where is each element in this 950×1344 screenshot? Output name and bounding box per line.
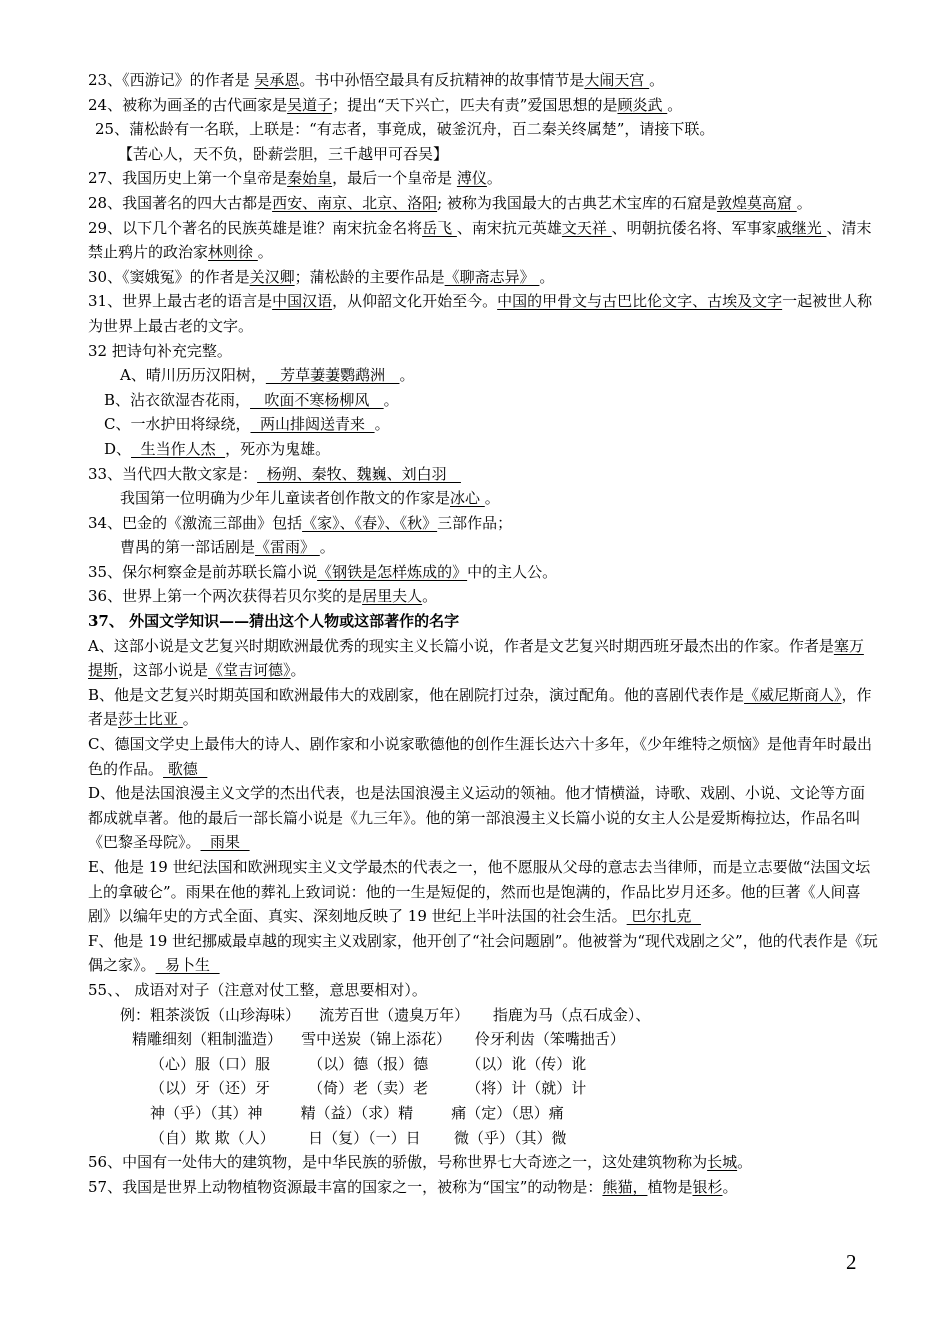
text-segment: 。 bbox=[290, 661, 306, 680]
text-segment: ，作者是 bbox=[88, 685, 872, 729]
text-line-q55d bbox=[88, 1076, 878, 1101]
text-segment: 神（乎）（其）神 精（益）（求）精 痛（定）（思）痛 bbox=[150, 1103, 564, 1122]
answer-blank: 《聊斋志异》 bbox=[444, 267, 540, 286]
text-segment: 55、、 成语对对子（注意对仗工整，意思要相对）。 bbox=[88, 980, 427, 999]
text-segment: ，最后一个皇帝是 bbox=[332, 169, 457, 188]
text-segment: （自）欺 欺（人） 日（复）（一）日 微（乎）（其）微 bbox=[150, 1128, 567, 1147]
text-line-q34a bbox=[88, 535, 878, 560]
text-segment: （心）服（口）服 （以）德（报）德 （以）讹（传）讹 bbox=[150, 1054, 587, 1073]
text-segment: 28、我国著名的四大古都是 bbox=[88, 193, 273, 212]
text-segment: 一起被世人称为世界上最古老的文字。 bbox=[88, 292, 873, 335]
answer-blank: 中国汉语 bbox=[272, 292, 333, 311]
text-line-q55b bbox=[88, 1027, 878, 1052]
answer-blank: 居里夫人 bbox=[362, 587, 423, 606]
text-line-q25 bbox=[88, 117, 878, 142]
text-line-q37 bbox=[88, 609, 878, 634]
text-segment: A、晴川历历汉阳树， bbox=[120, 366, 266, 385]
text-line-q30 bbox=[88, 265, 878, 290]
text-line-q37a bbox=[88, 634, 878, 683]
text-line-q55f bbox=[88, 1126, 878, 1151]
text-segment: 32 把诗句补充完整。 bbox=[88, 341, 232, 360]
text-segment: 29、以下几个著名的民族英雄是谁？南宋抗金名将 bbox=[88, 218, 423, 237]
text-segment: 、南宋抗元英雄 bbox=[456, 218, 562, 237]
text-segment: 。 bbox=[649, 71, 665, 89]
text-line-q25a bbox=[88, 142, 878, 167]
text-segment: 精雕细刻（粗制滥造） 雪中送炭（锦上添花） 伶牙利齿（笨嘴拙舌） bbox=[132, 1030, 625, 1049]
text-segment: 33、当代四大散文家是： bbox=[88, 464, 258, 483]
text-segment: 25、蒲松龄有一名联，上联是：“有志者，事竟成，破釜沉舟，百二秦关终属楚”，请接下联。 bbox=[95, 120, 715, 139]
text-segment: 57、我国是世界上动物植物资源最丰富的国家之一，被称为“国宝”的动物是： bbox=[88, 1177, 603, 1196]
text-segment: 。 bbox=[486, 169, 502, 188]
text-segment: 植物是 bbox=[647, 1177, 693, 1196]
text-segment: 。 bbox=[257, 243, 273, 262]
text-line-q37e bbox=[88, 855, 878, 929]
text-segment: ；提出“天下兴亡，匹夫有责”爱国思想的是 bbox=[332, 95, 618, 114]
text-segment: ，从仰韶文化开始至今。 bbox=[332, 292, 498, 311]
text-segment: 我国第一位明确为少年儿童读者创作散文的作家是 bbox=[120, 489, 451, 508]
text-line-q57 bbox=[88, 1175, 878, 1200]
answer-blank: 《钢铁是怎样炼成的》 bbox=[317, 562, 468, 581]
text-segment: 。 bbox=[737, 1153, 753, 1172]
text-segment: D、 bbox=[104, 439, 132, 458]
text-segment: 。 bbox=[374, 415, 390, 434]
answer-blank: 大闹天宫 bbox=[584, 71, 650, 89]
text-segment: F、他是 19 世纪挪威最卓越的现实主义戏剧家，他开创了“社会问题剧”。他被誉为“现代戏剧之父”，他的代表作是《玩偶之家》。 bbox=[88, 931, 878, 975]
answer-blank: 《家》、《春》、《秋》 bbox=[302, 513, 438, 532]
answer-blank: 杨朔、秦牧、魏巍、刘白羽 bbox=[257, 464, 461, 483]
text-segment: B、沾衣欲湿杏花雨， bbox=[104, 390, 251, 409]
answer-blank: 岳飞 bbox=[422, 218, 457, 237]
answer-blank: 冰心 bbox=[450, 489, 485, 508]
text-segment: 。 bbox=[484, 489, 500, 508]
text-line-q32b bbox=[88, 388, 878, 413]
answer-blank: 关汉卿 bbox=[249, 267, 295, 286]
answer-blank: 《堂吉诃德》 bbox=[208, 661, 291, 680]
text-line-q55a bbox=[88, 1003, 878, 1028]
answer-blank: 顾炎武 bbox=[617, 95, 668, 114]
answer-blank: 巴尔扎克 bbox=[626, 907, 701, 926]
text-segment: 36、世界上第一个两次获得若贝尔奖的是 bbox=[88, 587, 363, 606]
text-segment: 31、世界上最古老的语言是 bbox=[88, 292, 273, 311]
text-segment: 曹禺的第一部话剧是 bbox=[120, 538, 256, 557]
text-segment: 30、《窦娥冤》的作者是 bbox=[88, 267, 250, 286]
text-segment: C、德国文学史上最伟大的诗人、剧作家和小说家歌德他的创作生涯长达六十多年，《少年维特之烦恼》是他青年时最出色的作品。 bbox=[88, 735, 872, 778]
answer-blank: 秦始皇 bbox=[287, 169, 333, 188]
text-segment: 例：粗茶淡饭（山珍海味） 流芳百世（遗臭万年） 指鹿为马（点石成金）、 bbox=[120, 1005, 651, 1024]
text-line-q24 bbox=[88, 93, 878, 118]
text-segment: ，死亦为鬼雄。 bbox=[225, 439, 331, 458]
text-line-q32a bbox=[88, 363, 878, 388]
answer-blank: 长城 bbox=[707, 1153, 738, 1172]
text-segment: B、他是文艺复兴时期英国和欧洲最伟大的戏剧家，他在剧院打过杂，演过配角。他的喜剧代表作是 bbox=[88, 685, 745, 704]
text-line-q33a bbox=[88, 486, 878, 511]
text-segment: 。 bbox=[667, 95, 683, 114]
text-segment: 。 bbox=[539, 267, 555, 286]
text-line-q37f bbox=[88, 929, 878, 978]
answer-blank: 敦煌莫高窟 bbox=[716, 193, 797, 212]
text-segment: 35、保尔柯察金是前苏联长篇小说 bbox=[88, 562, 318, 581]
text-line-q37d bbox=[88, 781, 878, 855]
text-segment: A、这部小说是文艺复兴时期欧洲最优秀的现实主义长篇小说，作者是文艺复兴时期西班牙最杰出的作家。作者是 bbox=[88, 636, 834, 655]
text-segment: 27、我国历史上第一个皇帝是 bbox=[88, 169, 288, 188]
text-line-q56 bbox=[88, 1150, 878, 1175]
text-segment: 。 bbox=[722, 1177, 738, 1196]
text-segment: 中的主人公。 bbox=[467, 562, 558, 581]
answer-blank: 歌德 bbox=[163, 759, 208, 778]
text-segment: 。 bbox=[796, 193, 812, 212]
text-segment: （以）牙（还）牙 （倚）老（卖）老 （将）计（就）计 bbox=[150, 1079, 587, 1098]
answer-blank: 银杉 bbox=[692, 1177, 723, 1196]
text-segment: 、清末禁止鸦片的政治家 bbox=[88, 218, 872, 262]
answer-blank: 塞万提斯 bbox=[88, 636, 864, 680]
text-line-q35 bbox=[88, 560, 878, 585]
text-segment: 56、中国有一处伟大的建筑物，是中华民族的骄傲，号称世界七大奇迹之一，这处建筑物称为 bbox=[88, 1153, 708, 1172]
answer-blank: 西安、南京、北京、洛阳 bbox=[272, 193, 438, 212]
text-segment: 24、被称为画圣的古代画家是 bbox=[88, 95, 288, 114]
answer-blank: 芳草萋萋鹦鹉洲 bbox=[265, 366, 400, 385]
text-segment: 34、巴金的《激流三部曲》包括 bbox=[88, 513, 303, 532]
text-segment: 。 bbox=[383, 390, 399, 409]
text-segment: ，这部小说是 bbox=[118, 661, 209, 680]
text-segment: 三部作品； bbox=[437, 513, 513, 532]
text-segment: 。 bbox=[422, 587, 438, 606]
text-line-q27 bbox=[88, 166, 878, 191]
answer-blank: 易卜生 bbox=[155, 956, 220, 975]
text-line-q37b bbox=[88, 683, 878, 732]
answer-blank: 林则徐 bbox=[208, 243, 258, 262]
text-line-q37c bbox=[88, 732, 878, 781]
text-line-q55c bbox=[88, 1052, 878, 1077]
answer-blank: 溥仪 bbox=[456, 169, 487, 188]
answer-blank: 莎士比亚 bbox=[118, 710, 183, 729]
text-line-q23 bbox=[88, 68, 878, 93]
text-line-q36 bbox=[88, 584, 878, 609]
text-line-q29 bbox=[88, 216, 878, 265]
answer-blank: 生当作人杰 bbox=[131, 439, 226, 458]
answer-blank: 吹面不寒杨柳风 bbox=[250, 390, 384, 409]
text-segment: 。 bbox=[182, 710, 198, 729]
text-line-q55e bbox=[88, 1101, 878, 1126]
text-segment: 37、 外国文学知识——猜出这个人物或这部著作的名字 bbox=[88, 612, 460, 631]
answer-blank: 《雷雨》 bbox=[255, 538, 320, 557]
answer-blank: 《威尼斯商人》 bbox=[744, 685, 842, 704]
text-segment: 。书中孙悟空最具有反抗精神的故事情节是 bbox=[299, 71, 585, 89]
page-number: 2 bbox=[846, 1250, 857, 1274]
text-line-q34 bbox=[88, 511, 878, 536]
text-line-q28 bbox=[88, 191, 878, 216]
text-line-q32c bbox=[88, 412, 878, 437]
answer-blank: 中国的甲骨文与古巴比伦文字、古埃及文字 bbox=[497, 292, 783, 311]
text-segment: 。 bbox=[319, 538, 335, 557]
text-line-q33 bbox=[88, 462, 878, 487]
text-segment: D、他是法国浪漫主义文学的杰出代表，也是法国浪漫主义运动的领袖。他才情横溢，诗歌、戏剧、小说、文论等方面都成就卓著。他的最后一部长篇小说是《九三年》。他的第一部浪漫主义长篇小说的女主人公是爱斯梅拉达，作品名叫《巴黎圣母院》。 bbox=[88, 784, 866, 852]
answer-blank: 熊猫， bbox=[602, 1177, 648, 1196]
document-body bbox=[88, 68, 878, 1199]
text-segment: ；蒲松龄的主要作品是 bbox=[294, 267, 445, 286]
text-segment: ; 被称为我国最大的古典艺术宝库的石窟是 bbox=[437, 193, 717, 212]
answer-blank: 两山排闼送青来 bbox=[250, 415, 375, 434]
text-line-q32d bbox=[88, 437, 878, 462]
text-line-q32 bbox=[88, 339, 878, 364]
text-segment: 23、《西游记》的作者是 bbox=[88, 71, 255, 89]
text-segment: E、他是 19 世纪法国和欧洲现实主义文学最杰的代表之一，他不愿服从父母的意志去当律师，而是立志要做“法国文坛上的拿破仑”。雨果在他的葬礼上致词说：他的一生是短促的，然而也是饱满的，作品比岁月还多。他的巨著《人间喜剧》以编年史的方式全面、真实、深刻地反映了 19 世纪上半叶法国的社会生活。 bbox=[88, 858, 871, 926]
text-line-q55 bbox=[88, 978, 878, 1003]
text-segment: 、明朝抗倭名将、军事家 bbox=[611, 218, 777, 237]
text-segment: 。 bbox=[399, 366, 415, 385]
text-segment: C、一水护田将绿绕， bbox=[104, 415, 251, 434]
text-line-q31 bbox=[88, 289, 878, 338]
answer-blank: 戚继光 bbox=[776, 218, 827, 237]
answer-blank: 吴道子 bbox=[287, 95, 333, 114]
text-segment: 【苦心人，天不负，卧薪尝胆，三千越甲可吞吴】 bbox=[118, 144, 449, 163]
answer-blank: 文天祥 bbox=[561, 218, 612, 237]
answer-blank: 雨果 bbox=[200, 833, 250, 852]
answer-blank: 吴承恩 bbox=[254, 71, 300, 89]
